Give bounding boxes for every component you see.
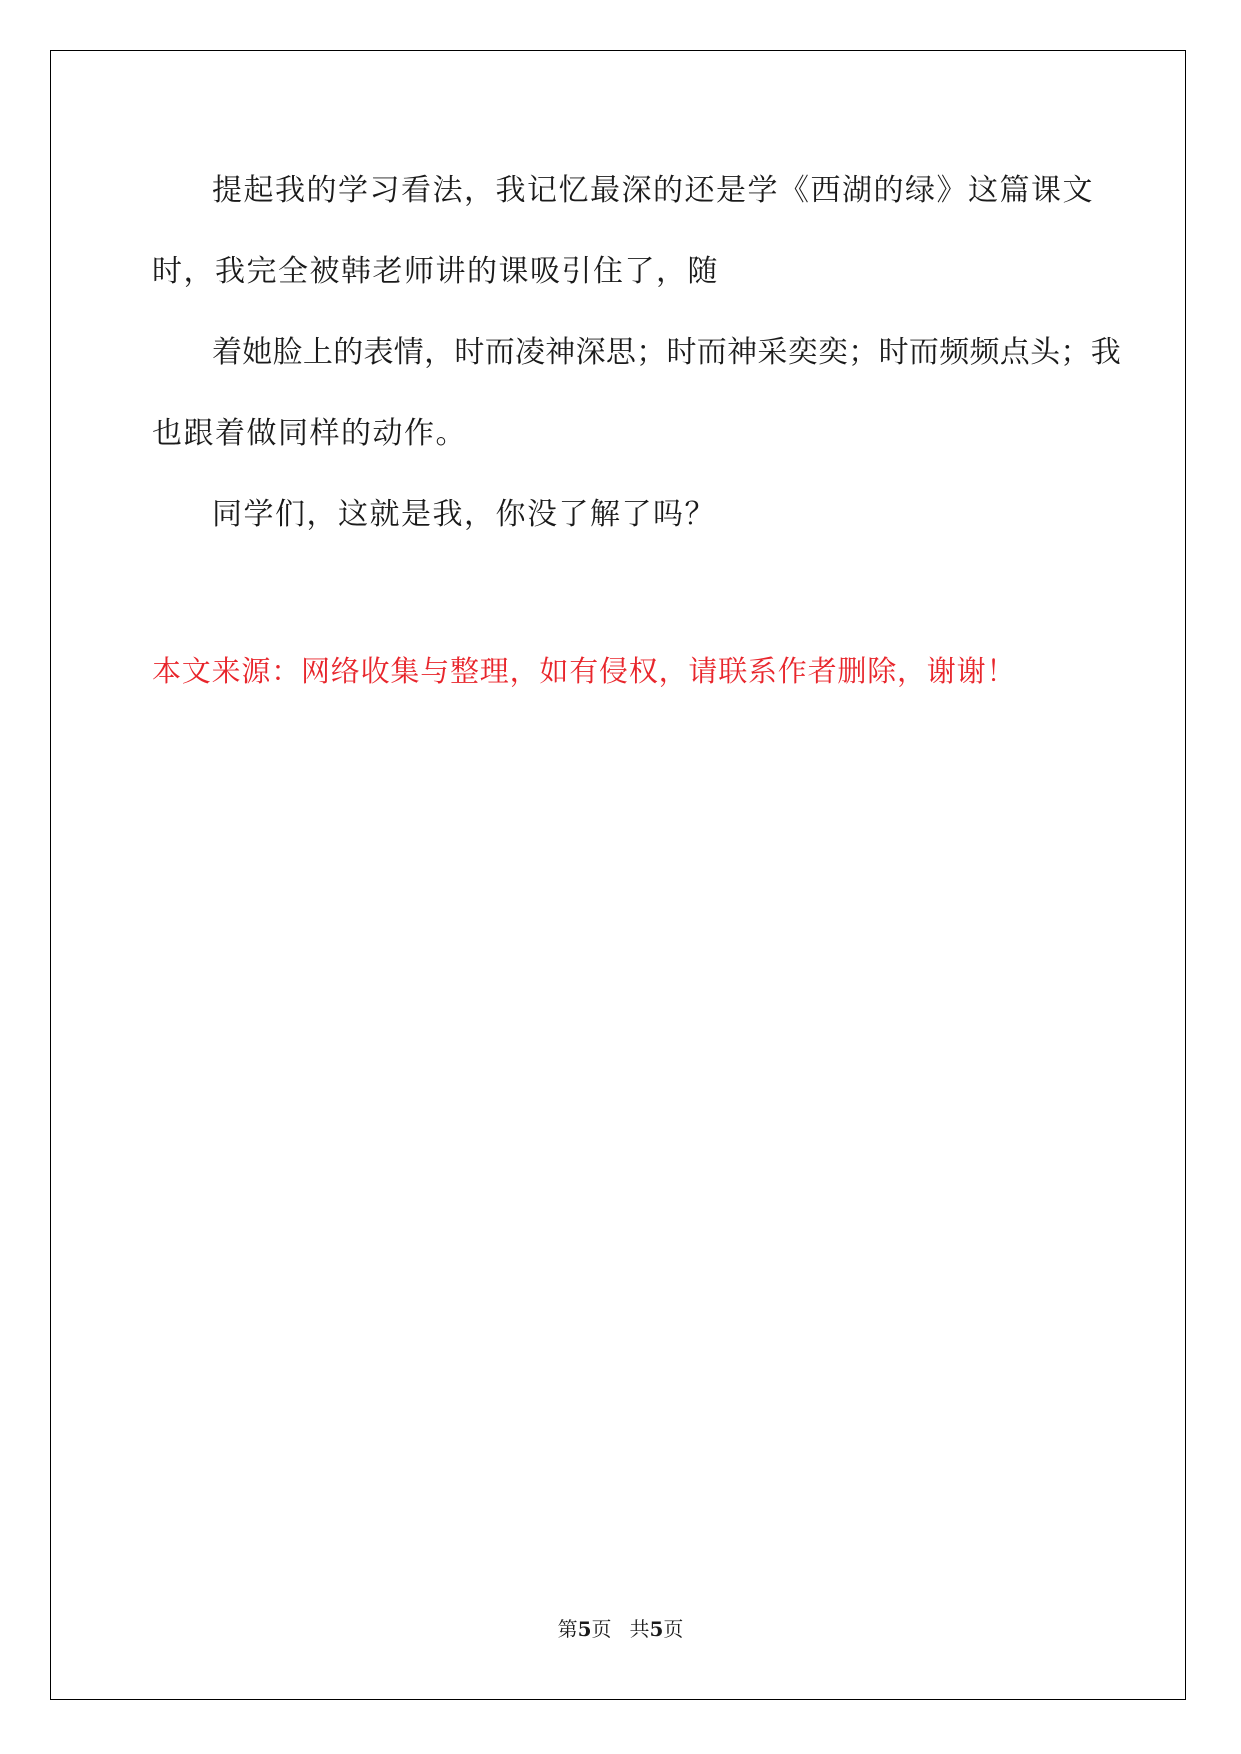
page-suffix: 页 — [591, 1617, 612, 1641]
page-footer — [0, 1613, 1241, 1642]
total-suffix: 页 — [663, 1617, 684, 1641]
page-current: 5 — [577, 1617, 592, 1641]
body-text-line-4: 也跟着做同样的动作。 — [152, 416, 467, 451]
source-note: 本文来源：网络收集与整理，如有侵权，请联系作者删除，谢谢！ — [152, 654, 1017, 688]
page-total: 5 — [649, 1617, 664, 1641]
body-text-line-1: 提起我的学习看法，我记忆最深的还是学《西湖的绿》这篇课文 — [212, 173, 1094, 208]
body-text-line-3: 着她脸上的表情，时而凌神深思；时而神采奕奕；时而频频点头；我 — [212, 335, 1121, 370]
body-text-line-5: 同学们，这就是我，你没了解了吗？ — [212, 497, 716, 532]
total-prefix: 共 — [629, 1617, 650, 1641]
page-frame — [50, 50, 1186, 1700]
body-text-line-2: 时，我完全被韩老师讲的课吸引住了，随 — [152, 254, 719, 289]
page-prefix: 第 — [557, 1617, 578, 1641]
